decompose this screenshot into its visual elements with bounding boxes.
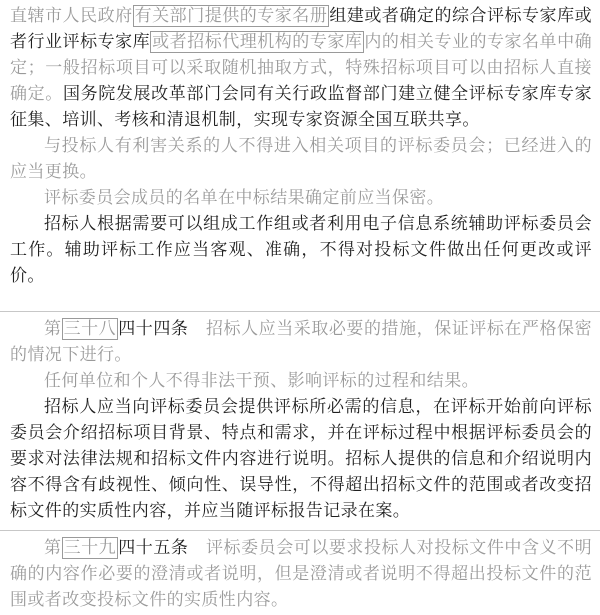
deleted-boxed-text: 或者招标代理机构的专家库 xyxy=(152,32,363,52)
inserted-text: 国务院发展改革部门会同有关行政监督部门建立健全评标专家库专家征集、培训、考核和清退机制，实现专家资源全国互联共享。 xyxy=(10,84,593,130)
assist-evaluation-paragraph: 招标人根据需要可以组成工作组或者利用电子信息系统辅助评标委员会工作。辅助评标工作应当客观、准确，不得对投标文件做出任何更改或评价。 xyxy=(10,214,592,286)
deleted-text: 内的相关专业的专家名单中确定；一般招标项目可以采取随机抽取方式，特殊招标项目可以由招标人直接确定。 xyxy=(10,32,592,104)
document-page xyxy=(0,3,600,615)
article-prefix: 第 xyxy=(44,538,62,558)
article-45-text: 评标委员会可以要求投标人对投标文件中含义不明确的内容作必要的澄清或者说明，但是澄清或者说明不得超出投标文件的范围或者改变投标文件的实质性内容。 xyxy=(10,538,593,610)
inserted-text: 组建或者确定的综合评标专家库或者行业评标专家库 xyxy=(10,6,592,52)
new-article-number: 四十五条 xyxy=(118,538,189,558)
article-prefix: 第 xyxy=(44,319,62,339)
no-interference-paragraph: 任何单位和个人不得非法干预、影响评标的过程和结果。 xyxy=(44,371,479,391)
article-44-block xyxy=(0,311,600,530)
article-44-text: 招标人应当采取必要的措施，保证评标在严格保密的情况下进行。 xyxy=(10,319,593,365)
old-article-number: 三十九 xyxy=(63,538,117,558)
deleted-text: 直辖市人民政府 xyxy=(10,6,133,26)
article-continuation-block xyxy=(0,3,600,311)
article-44-heading-paragraph xyxy=(10,316,592,368)
confidentiality-paragraph: 评标委员会成员的名单在中标结果确定前应当保密。 xyxy=(44,188,445,208)
conflict-of-interest-paragraph: 与投标人有利害关系的人不得进入相关项目的评标委员会；已经进入的应当更换。 xyxy=(10,136,592,182)
expert-selection-paragraph xyxy=(10,3,592,133)
deleted-boxed-text: 有关部门提供的专家名册 xyxy=(134,6,328,26)
article-45-paragraph xyxy=(10,535,592,613)
new-article-number: 四十四条 xyxy=(118,319,189,339)
provide-information-paragraph: 招标人应当向评标委员会提供评标所必需的信息，在评标开始前向评标委员会介绍招标项目背景、特点和需求，并在评标过程中根据评标委员会的要求对法律法规和招标文件内容进行说明。招标人提供的信息和介绍说明内容不得含有歧视性、倾向性、误导性，不得超出招标文件的范围或者改变招标文件的实质性内容，并应当随评标报告记录在案。 xyxy=(10,397,592,521)
old-article-number: 三十八 xyxy=(63,319,117,339)
article-45-block xyxy=(0,530,600,615)
